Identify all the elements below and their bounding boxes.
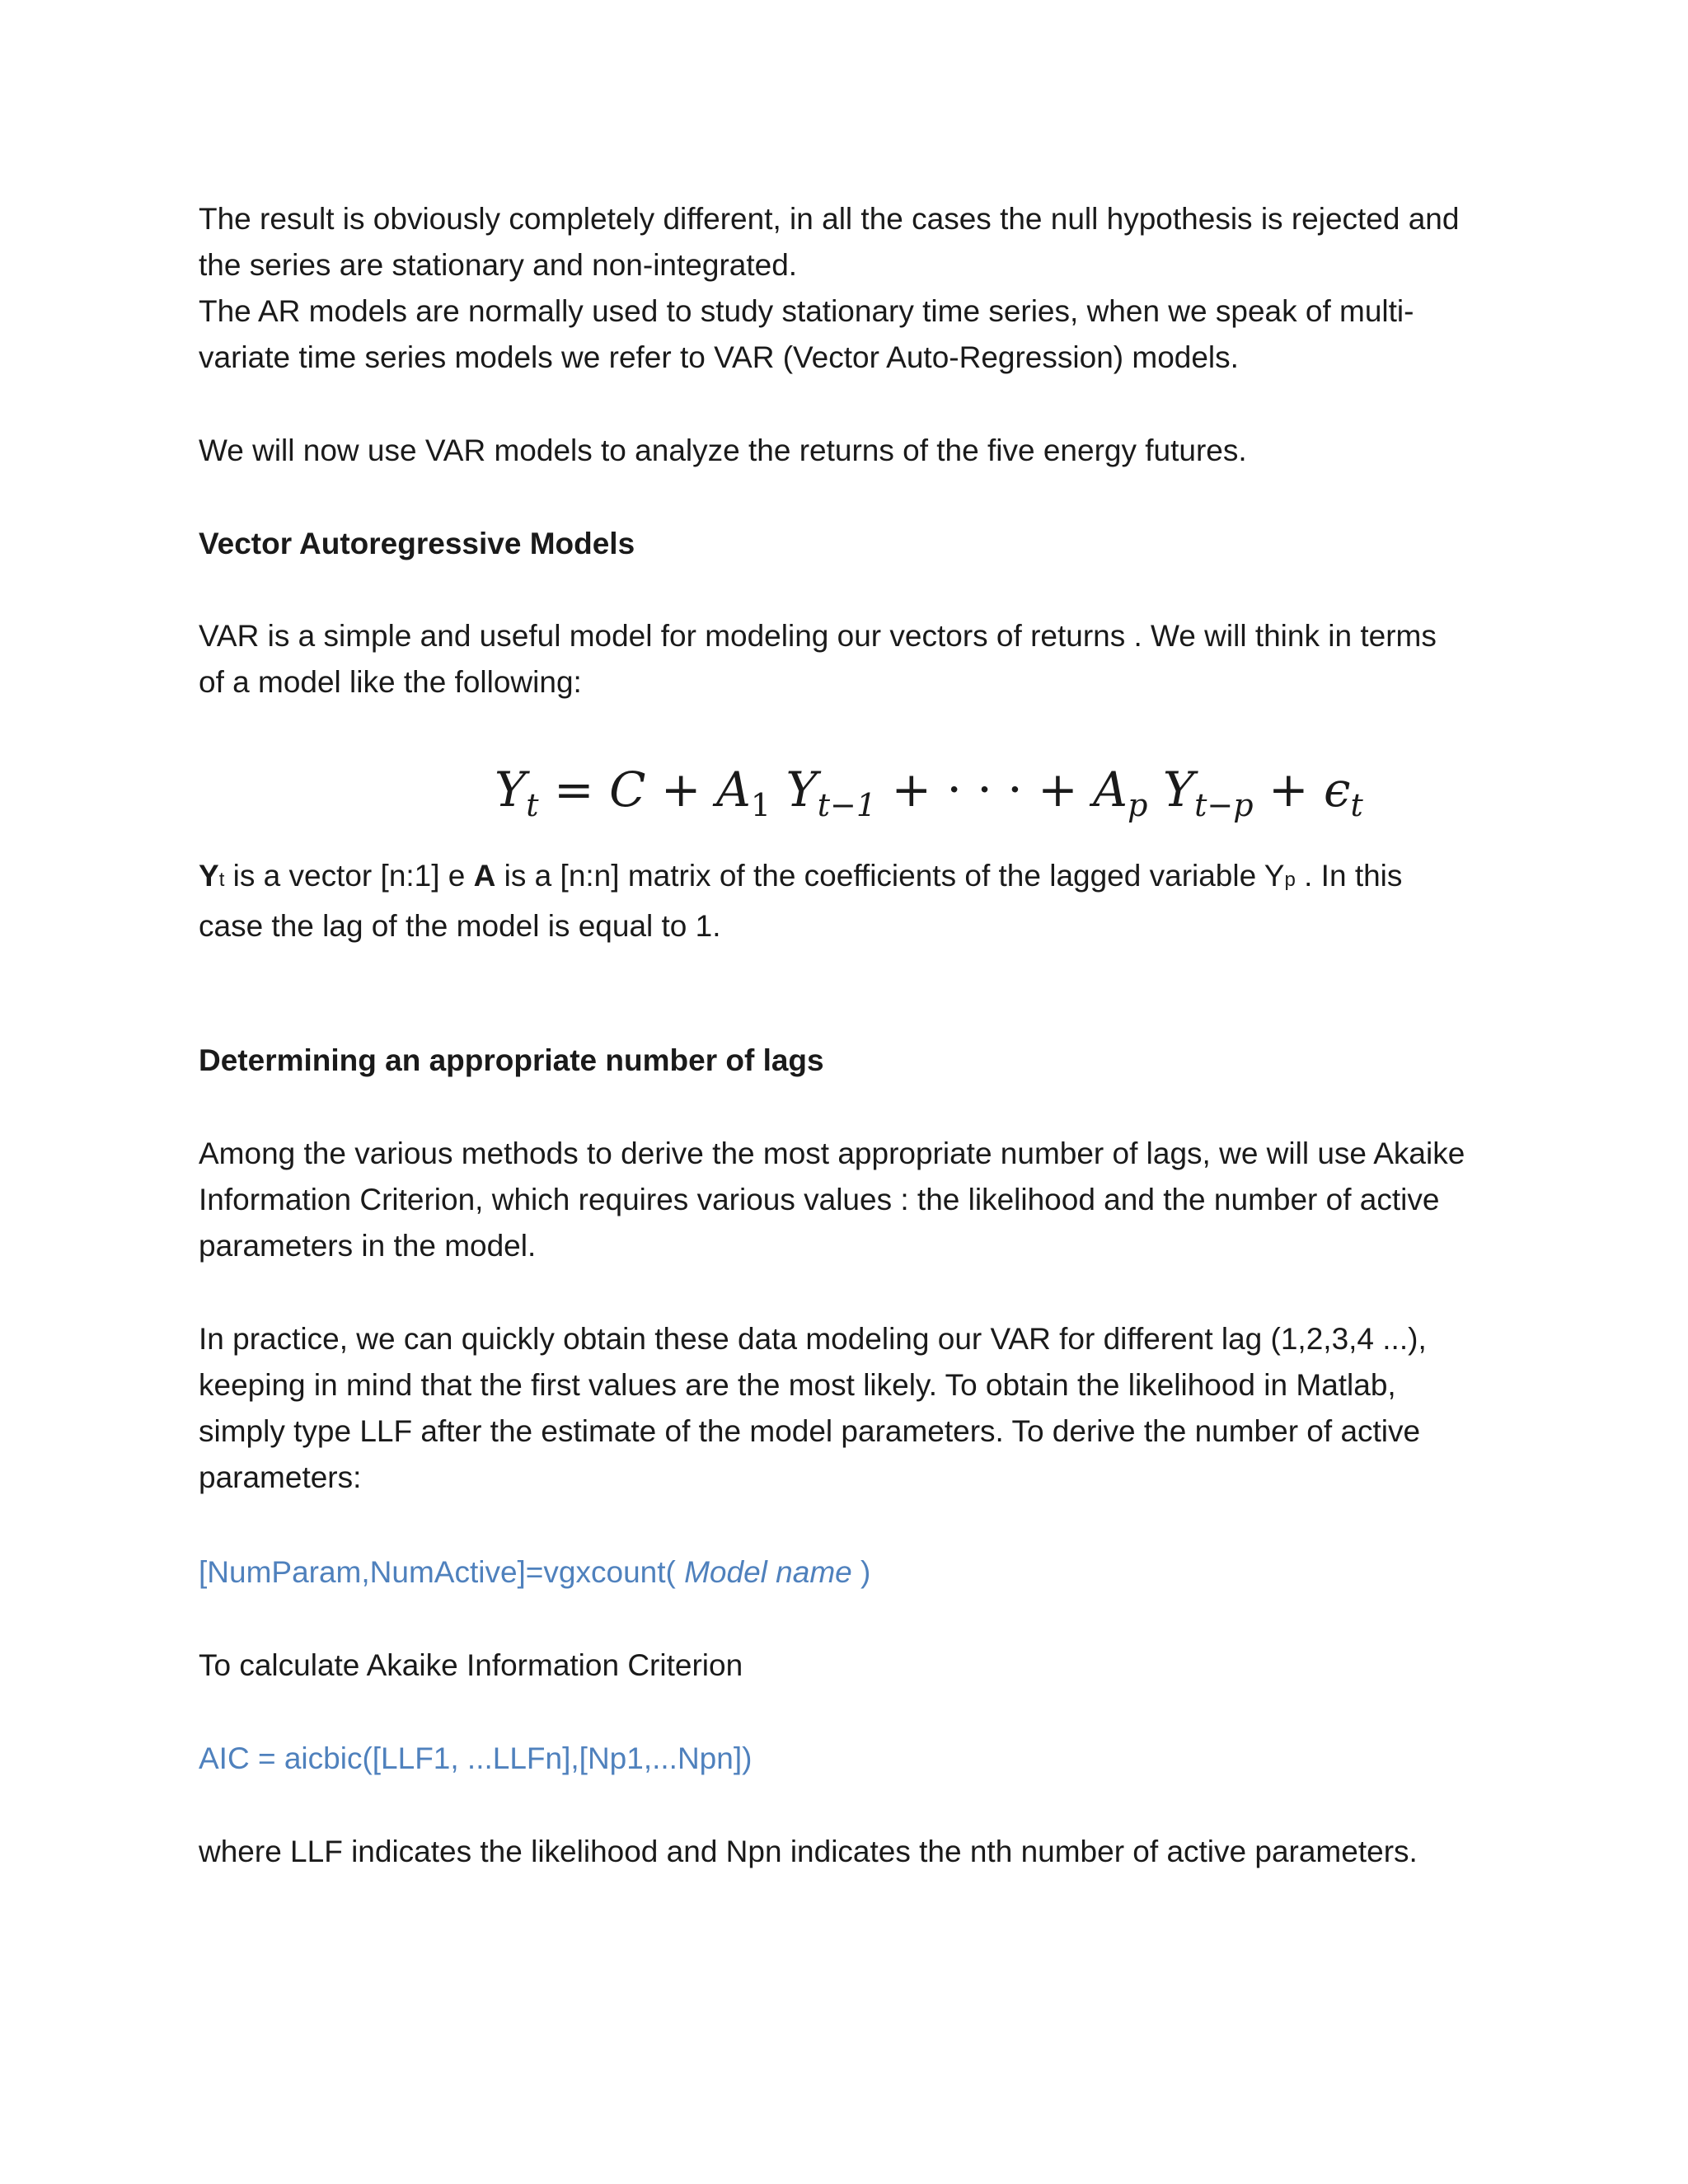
text-line: simply type LLF after the estimate of the model parameters. To derive the number of active xyxy=(199,1414,1421,1448)
formula-sub: t−p xyxy=(1194,787,1254,823)
formula-plus: + xyxy=(645,762,716,818)
paragraph-vector-definition xyxy=(199,853,1517,949)
paragraph-var-intro: We will now use VAR models to analyze the returns of the five energy futures. xyxy=(199,434,1247,467)
formula-dots: + · · · + xyxy=(876,762,1094,818)
code-vgxcount xyxy=(199,1549,1517,1596)
heading-determining-lags: Determining an appropriate number of lags xyxy=(199,1043,824,1077)
code-placeholder: Model name xyxy=(684,1555,852,1589)
formula-sub: t−1 xyxy=(817,787,877,823)
formula-sub: t xyxy=(1350,787,1363,823)
text-fragment: . In this xyxy=(1295,859,1403,893)
paragraph-calc-aic: To calculate Akaike Information Criterion xyxy=(199,1648,743,1682)
formula-Y: Y xyxy=(1147,762,1195,818)
text-line: variate time series models we refer to VAR (Vector Auto-Regression) models. xyxy=(199,340,1239,374)
paragraph-akaike xyxy=(199,1131,1517,1269)
var-equation xyxy=(495,757,1363,823)
text-fragment: is a vector [n:1] e xyxy=(224,859,474,893)
text-line: parameters: xyxy=(199,1460,362,1494)
symbol-A: A xyxy=(473,859,496,893)
formula-Y: Y xyxy=(495,762,527,818)
text-line: parameters in the model. xyxy=(199,1229,537,1263)
paragraph-where-llf: where LLF indicates the likelihood and Npn indicates the nth number of active parameters. xyxy=(199,1835,1418,1868)
text-line: keeping in mind that the first values are the most likely. To obtain the likelihood in Matlab, xyxy=(199,1368,1396,1402)
code-text: [NumParam,NumActive]=vgxcount( xyxy=(199,1555,685,1589)
text-line: the series are stationary and non-integrated. xyxy=(199,248,798,282)
text-line: of a model like the following: xyxy=(199,665,582,699)
formula-sub: 1 xyxy=(750,787,771,823)
text-line: In practice, we can quickly obtain these data modeling our VAR for different lag (1,2,3,4 ...), xyxy=(199,1322,1427,1356)
formula-A: A xyxy=(715,762,751,818)
formula-plus: + xyxy=(1253,762,1325,818)
symbol-Y-sub: t xyxy=(218,869,225,891)
formula-sub: t xyxy=(526,787,539,823)
formula-A: A xyxy=(1093,762,1128,818)
paragraph-var-description xyxy=(199,613,1517,705)
symbol-Yp-sub: p xyxy=(1284,869,1296,891)
code-aicbic: AIC = aicbic([LLF1, ...LLFn],[Np1,...Npn]) xyxy=(199,1741,753,1775)
formula-sub: p xyxy=(1128,787,1148,823)
formula-epsilon: ϵ xyxy=(1324,762,1351,818)
formula-eq: = xyxy=(538,762,610,818)
text-line: Information Criterion, which requires various values : the likelihood and the number of active xyxy=(199,1183,1440,1216)
paragraph-result xyxy=(199,196,1517,381)
paragraph-practice xyxy=(199,1316,1517,1501)
heading-vector-autoregressive-models: Vector Autoregressive Models xyxy=(199,527,635,560)
text-fragment: is a [n:n] matrix of the coefficients of the lagged variable Y xyxy=(495,859,1285,893)
text-line: The result is obviously completely different, in all the cases the null hypothesis is rejected and xyxy=(199,202,1460,236)
text-line: The AR models are normally used to study stationary time series, when we speak of multi- xyxy=(199,294,1414,328)
symbol-Y: Y xyxy=(199,859,219,893)
text-line: Among the various methods to derive the most appropriate number of lags, we will use Akaike xyxy=(199,1137,1465,1170)
text-line: VAR is a simple and useful model for modeling our vectors of returns . We will think in terms xyxy=(199,619,1437,653)
text-line: case the lag of the model is equal to 1. xyxy=(199,909,721,943)
formula-Y: Y xyxy=(771,762,818,818)
code-text: ) xyxy=(851,1555,871,1589)
formula-C: C xyxy=(609,762,646,818)
